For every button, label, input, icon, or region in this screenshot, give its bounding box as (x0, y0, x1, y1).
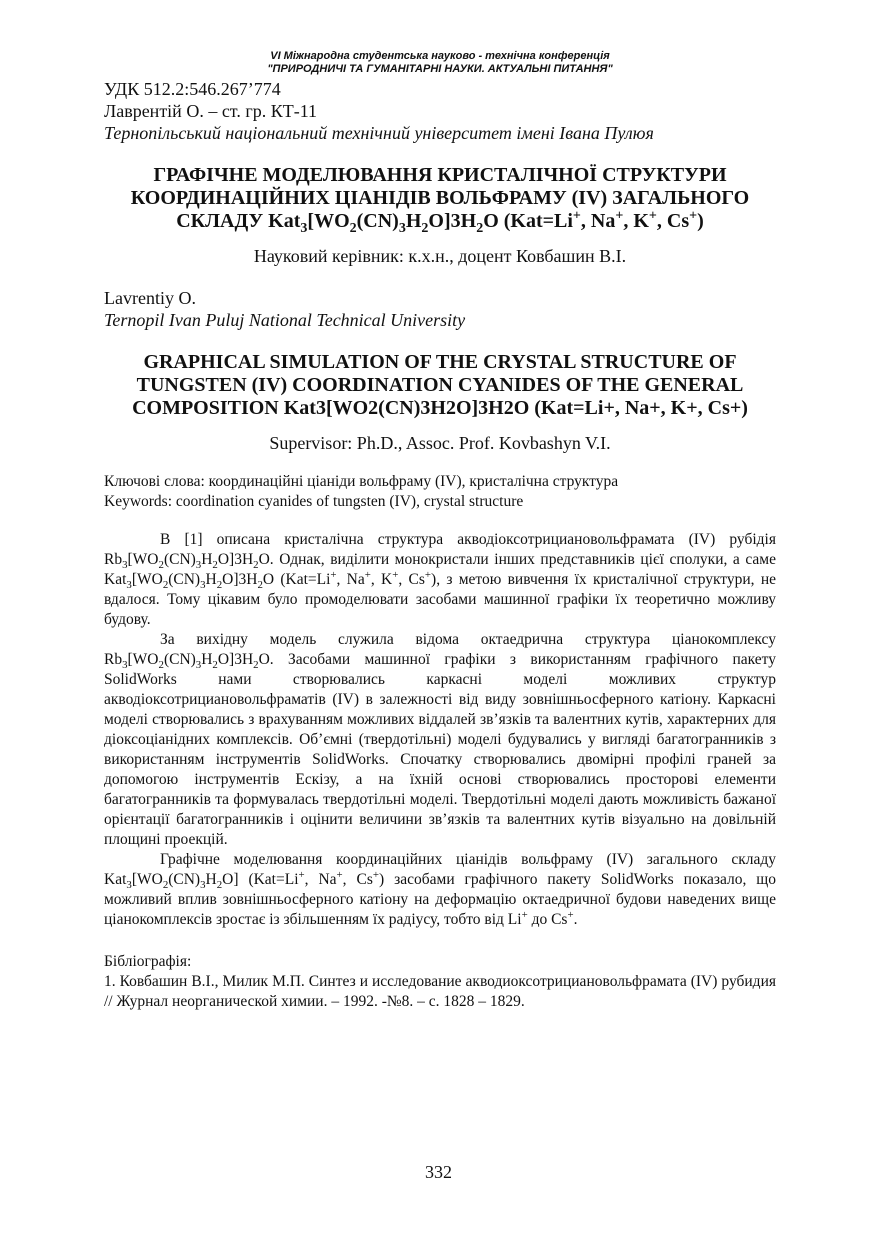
bibliography-heading: Бібліографія: (104, 953, 192, 970)
udk-code: УДК 512.2:546.267’774 (104, 79, 281, 99)
affiliation-ua: Тернопільський національний технічний університет імені Івана Пулюя (104, 123, 654, 143)
title-en (104, 351, 776, 420)
conference-line-2: "ПРИРОДНИЧІ ТА ГУМАНІТАРНІ НАУКИ. АКТУАЛЬНІ ПИТАННЯ" (267, 63, 613, 75)
title-ua-line-3: СКЛАДУ $Kat_3[WO_2(CN)_3H_2O]3H_2O$ (Kat=Li+, Na+, K+, Cs+) (176, 208, 704, 236)
author-en: Lavrentiy O. (104, 288, 196, 308)
supervisor-ua: Науковий керівник: к.х.н., доцент Ковбашин В.І. (253, 246, 627, 266)
body-text (104, 530, 776, 930)
title-en-line-3: COMPOSITION Kat3[WO2(CN)3H2O]3H2O (Kat=Li+, Na+, K+, Cs+) (132, 397, 748, 419)
title-ua-line-2: КООРДИНАЦІЙНИХ ЦІАНІДІВ ВОЛЬФРАМУ (IV) ЗАГАЛЬНОГО (130, 187, 750, 209)
keywords-block (104, 472, 776, 512)
paper-page (104, 50, 776, 1012)
paragraph-3: Графічне моделювання координаційних ціанідів вольфраму (IV) загального складу $Kat_3[WO_2(CN)_3H_2O]$ (Kat=Li+, Na+, Cs+) засобами графічного пакету SolidWorks показало, що можливий вплив зовнішньосферного катіону на деформацію октаедричної будови наведених вище ціанокомплексів зростає із збільшенням їх радіусу, тобто від Li+ до Cs+. (104, 851, 776, 928)
author-ua: Лаврентій О. – ст. гр. КТ-11 (104, 101, 318, 121)
supervisor-en: Supervisor: Ph.D., Assoc. Prof. Kovbashyn V.I. (269, 433, 611, 453)
bibliography-item-1: 1. Ковбашин В.І., Милик М.П. Синтез и исследование акводиоксотрициановольфрамата (IV) рубидия // Журнал неорганической химии. – 1992. -№8. – с. 1828 – 1829. (104, 973, 776, 1010)
keywords-ua: Ключові слова: координаційні ціаніди вольфраму (IV), кристалічна структура (104, 473, 619, 490)
affiliation-en: Ternopil Ivan Puluj National Technical University (104, 310, 466, 330)
title-ua-line-1: ГРАФІЧНЕ МОДЕЛЮВАННЯ КРИСТАЛІЧНОЇ СТРУКТУРИ (153, 164, 727, 186)
title-en-line-1: GRAPHICAL SIMULATION OF THE CRYSTAL STRUCTURE OF (143, 351, 737, 373)
paragraph-1: В [1] описана кристалічна структура акводіоксотрициановольфрамата (IV) рубідія $Rb_3[WO_2(CN)_3H_2O]3H_2O$. Однак, виділити монокристали інших представників цієї сполуки, а саме $Kat_3[WO_2(CN)_3H_2O]3H_2O$ (Kat=Li+, Na+, K+, Cs+), з метою вивчення їх кристалічної структури, не вдалося. Тому цікавим було промоделювати засобами машинної графіки їх теоретично можливу будову. (104, 531, 776, 628)
bibliography (104, 952, 776, 1012)
page-number: 332 (425, 1162, 452, 1182)
title-ua (104, 164, 776, 236)
conference-header (104, 50, 776, 76)
keywords-en: Keywords: coordination cyanides of tungsten (IV), crystal structure (104, 493, 524, 510)
conference-line-1: VI Міжнародна студентська науково - технічна конференція (270, 50, 610, 62)
title-en-line-2: TUNGSTEN (IV) COORDINATION CYANIDES OF THE GENERAL (136, 374, 744, 396)
paragraph-2: За вихідну модель служила відома октаедрична структура ціанокомплексу $Rb_3[WO_2(CN)_3H_2O]3H_2O$. Засобами машинної графіки з використанням графічного пакету SolidWorks нами створювались каркасні моделі можливих структур акводіоксотрициановольфраматів (IV) в залежності від виду зовнішньосферного катіону. Каркасні моделі створювались з врахуванням можливих віддалей зв’язків та валентних кутів, характерних для діоксоціанідних комплексів. Об’ємні (твердотільні) моделі будувались у вигляді багатогранників з використанням інструментів SolidWorks. Спочатку створювались двомірні профілі граней за допомогою інструментів Ескізу, а на їхній основі створювались просторові елементи багатогранників та формувалась твердотільні моделі. Твердотільні моделі дають можливість бажаної орієнтації багатогранників і оцінити величини зв’язків та валентних кутів візуально на довільній площині проекцій. (104, 631, 776, 848)
